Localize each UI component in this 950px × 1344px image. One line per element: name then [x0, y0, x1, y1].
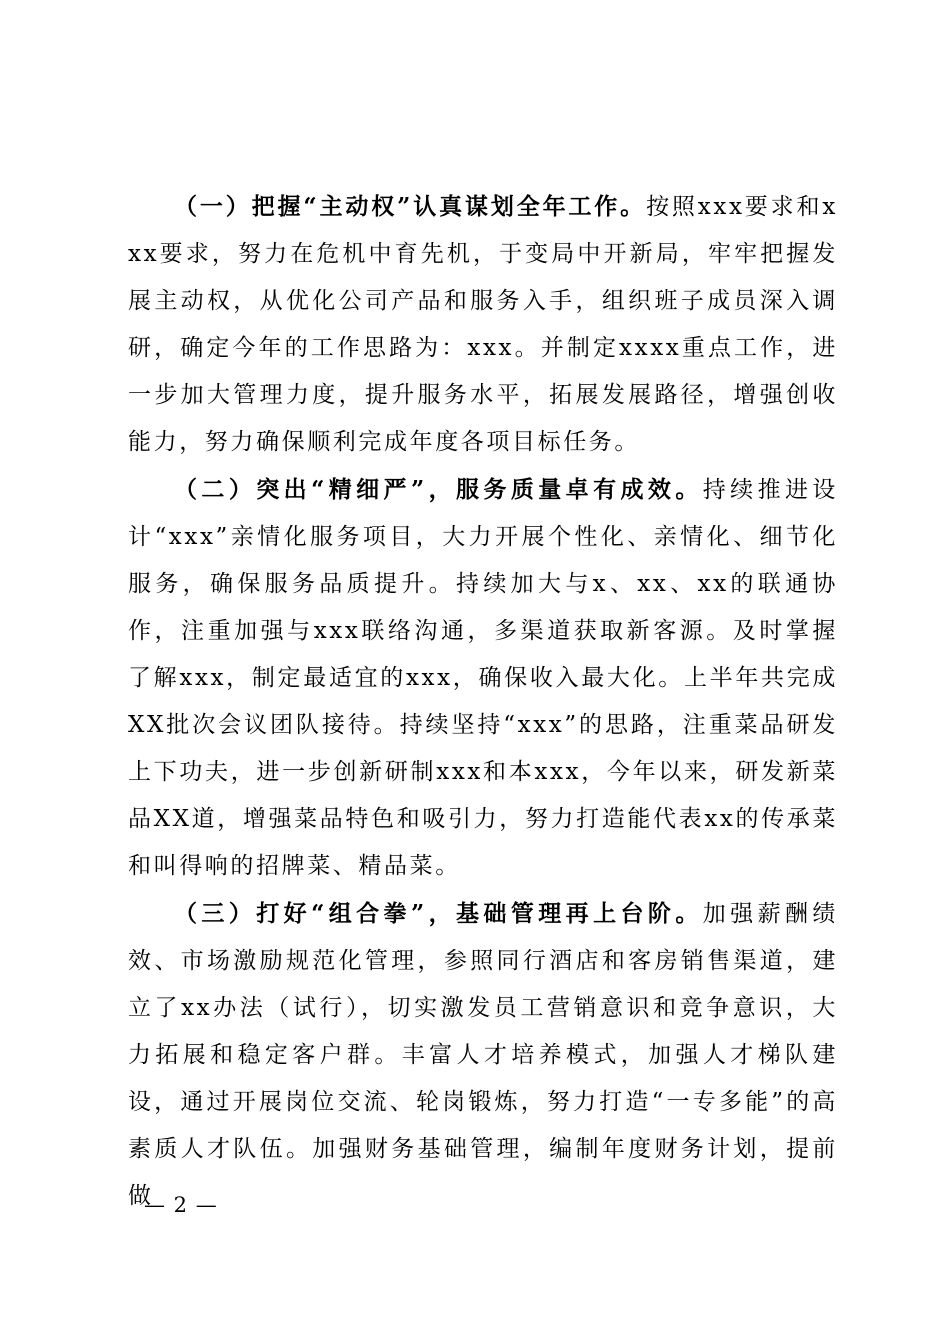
- paragraph-2: [128, 466, 838, 890]
- paragraph-1-body: 按照xxx要求和xxx要求，努力在危机中育先机，于变局中开新局，牢牢把握发展主动权，从优化公司产品和服务入手，组织班子成员深入调研，确定今年的工作思路为：xxx。并制定xxxx重点工作，进一步加大管理力度，提升服务水平，拓展发展路径，增强创收能力，努力确保顺利完成年度各项目标任务。: [128, 194, 838, 455]
- page-number: — 2 —: [144, 1193, 218, 1217]
- paragraph-2-heading: （二）突出“精细严”，服务质量卓有成效。: [174, 476, 703, 503]
- paragraph-2-body: 持续推进设计“xxx”亲情化服务项目，大力开展个性化、亲情化、细节化服务，确保服务品质提升。持续加大与x、xx、xx的联通协作，注重加强与xxx联络沟通，多渠道获取新客源。及时掌握了解xxx，制定最适宜的xxx，确保收入最大化。上半年共完成XX批次会议团队接待。持续坚持“xxx”的思路，注重菜品研发上下功夫，进一步创新研制xxx和本xxx，今年以来，研发新菜品XX道，增强菜品特色和吸引力，努力打造能代表xx的传承菜和叫得响的招牌菜、精品菜。: [128, 477, 839, 879]
- paragraph-3-heading: （三）打好“组合拳”，基础管理再上台阶。: [174, 900, 703, 927]
- paragraph-3: [128, 890, 838, 1220]
- paragraph-1: [128, 183, 838, 466]
- paragraph-1-heading: （一）把握“主动权”认真谋划全年工作。: [174, 193, 647, 220]
- document-body: [128, 183, 838, 1220]
- paragraph-3-body: 加强薪酬绩效、市场激励规范化管理，参照同行酒店和客房销售渠道，建立了xx办法（试行），切实激发员工营销意识和竞争意识，大力拓展和稳定客户群。丰富人才培养模式，加强人才梯队建设，通过开展岗位交流、轮岗锻炼，努力打造“一专多能”的高素质人才队伍。加强财务基础管理，编制年度财务计划，提前做: [128, 901, 839, 1209]
